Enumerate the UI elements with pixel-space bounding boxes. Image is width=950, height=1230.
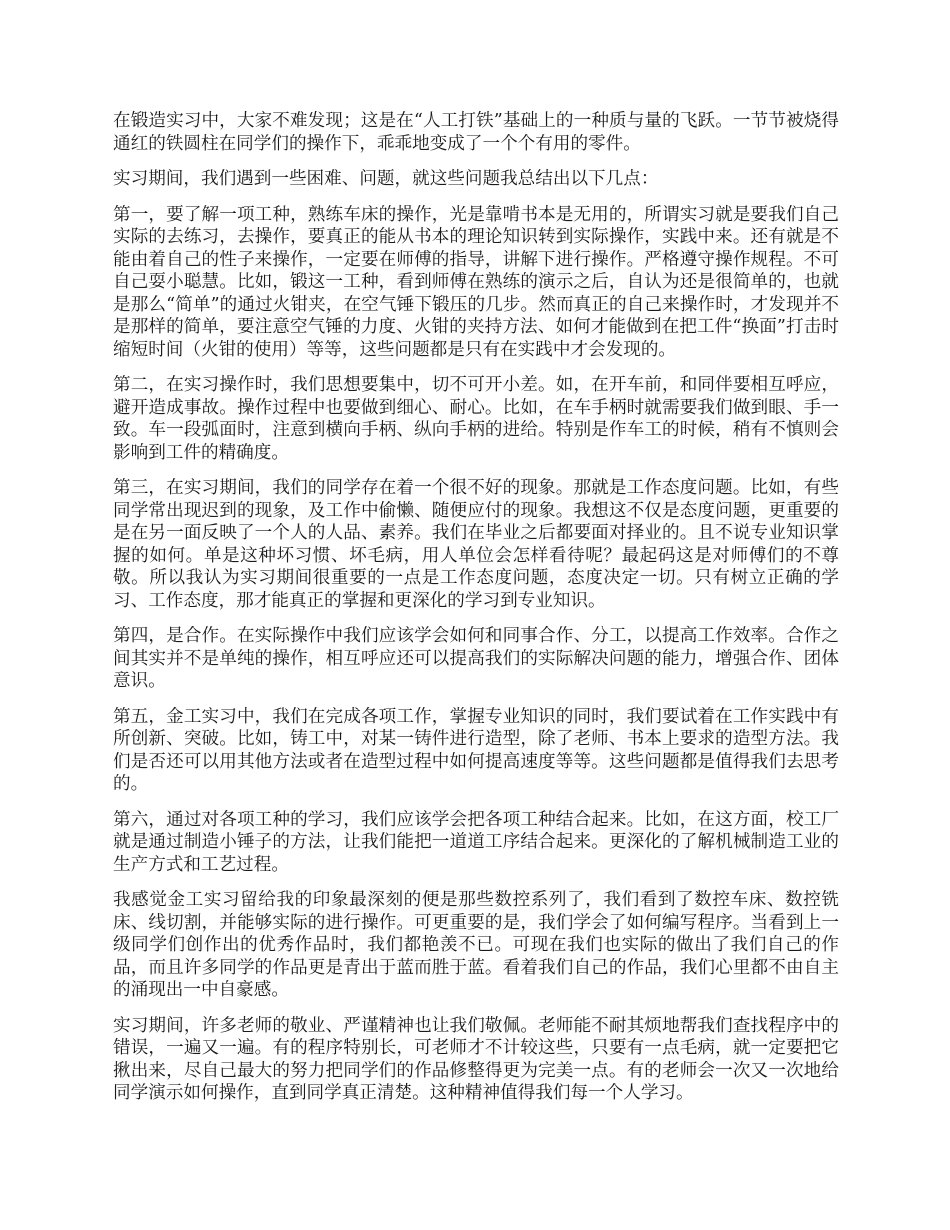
paragraph-point-six: 第六，通过对各项工种的学习，我们应该学会把各项工种结合起来。比如，在这方面，校工厂就是通过制造小锤子的方法，让我们能把一道道工序结合起来。更深化的了解机械制造工业的生产方式和工艺过程。 [113, 809, 839, 875]
paragraph-point-four: 第四，是合作。在实际操作中我们应该学会如何和同事合作、分工，以提高工作效率。合作之间其实并不是单纯的操作，相互呼应还可以提高我们的实际解决问题的能力，增强合作、团体意识。 [113, 626, 839, 691]
document-body [113, 110, 839, 1118]
paragraph-summary-lead: 实习期间，我们遇到一些困难、问题，就这些问题我总结出以下几点： [113, 169, 659, 189]
paragraph-point-five: 第五，金工实习中，我们在完成各项工作，掌握专业知识的同时，我们要试着在工作实践中有所创新、突破。比如，铸工中，对某一铸件进行造型，除了老师、书本上要求的造型方法。我们是否还可以用其他方法或者在造型过程中如何提高速度等等。这些问题都是值得我们去思考的。 [113, 706, 839, 794]
paragraph-forging-intro: 在锻造实习中，大家不难发现；这是在“人工打铁”基础上的一种质与量的飞跃。一节节被烧得通红的铁圆柱在同学们的操作下，乖乖地变成了一个个有用的零件。 [113, 111, 839, 154]
paragraph-point-one: 第一，要了解一项工种，熟练车床的操作，光是靠啃书本是无用的，所谓实习就是要我们自己实际的去练习，去操作，要真正的能从书本的理论知识转到实际操作，实践中来。还有就是不能由着自己的性子来操作，一定要在师傅的指导，讲解下进行操作。严格遵守操作规程。不可自己耍小聪慧。比如，锻这一工种，看到师傅在熟练的演示之后，自认为还是很简单的，也就是那么“简单”的通过火钳夹，在空气锤下锻压的几步。然而真正的自己来操作时，才发现并不是那样的简单，要注意空气锤的力度、火钳的夹持方法、如何才能做到在把工件“换面”打击时缩短时间（火钳的使用）等等，这些问题都是只有在实践中才会发现的。 [113, 204, 839, 360]
paragraph-teachers-spirit: 实习期间，许多老师的敬业、严谨精神也让我们敬佩。老师能不耐其烦地帮我们查找程序中的错误，一遍又一遍。有的程序特别长，可老师才不计较这些，只要有一点毛病，就一定要把它揪出来，尽自己最大的努力把同学们的作品修整得更为完美一点。有的老师会一次又一次地给同学演示如何操作，直到同学真正清楚。这种精神值得我们每一个人学习。 [113, 1015, 839, 1103]
paragraph-cnc-impression: 我感觉金工实习留给我的印象最深刻的便是那些数控系列了，我们看到了数控车床、数控铣床、线切割，并能够实际的进行操作。可更重要的是，我们学会了如何编写程序。当看到上一级同学们创作出的优秀作品时，我们都艳羡不已。可现在我们也实际的做出了我们自己的作品，而且许多同学的作品更是青出于蓝而胜于蓝。看着我们自己的作品，我们心里都不由自主的涌现出一中自豪感。 [113, 890, 839, 1000]
paragraph-point-two: 第二，在实习操作时，我们思想要集中，切不可开小差。如，在开车前，和同伴要相互呼应，避开造成事故。操作过程中也要做到细心、耐心。比如，在车手柄时就需要我们做到眼、手一致。车一段弧面时，注意到横向手柄、纵向手柄的进给。特别是作车工的时候，稍有不慎则会影响到工件的精确度。 [113, 375, 839, 463]
paragraph-point-three: 第三，在实习期间，我们的同学存在着一个很不好的现象。那就是工作态度问题。比如，有些同学常出现迟到的现象，及工作中偷懒、随便应付的现象。我想这不仅是态度问题，更重要的是在另一面反映了一个人的人品、素养。我们在毕业之后都要面对择业的。且不说专业知识掌握的如何。单是这种坏习惯、坏毛病，用人单位会怎样看待呢？最起码这是对师傅们的不尊敬。所以我认为实习期间很重要的一点是工作态度问题，态度决定一切。只有树立正确的学习、工作态度，那才能真正的掌握和更深化的学习到专业知识。 [113, 478, 839, 611]
